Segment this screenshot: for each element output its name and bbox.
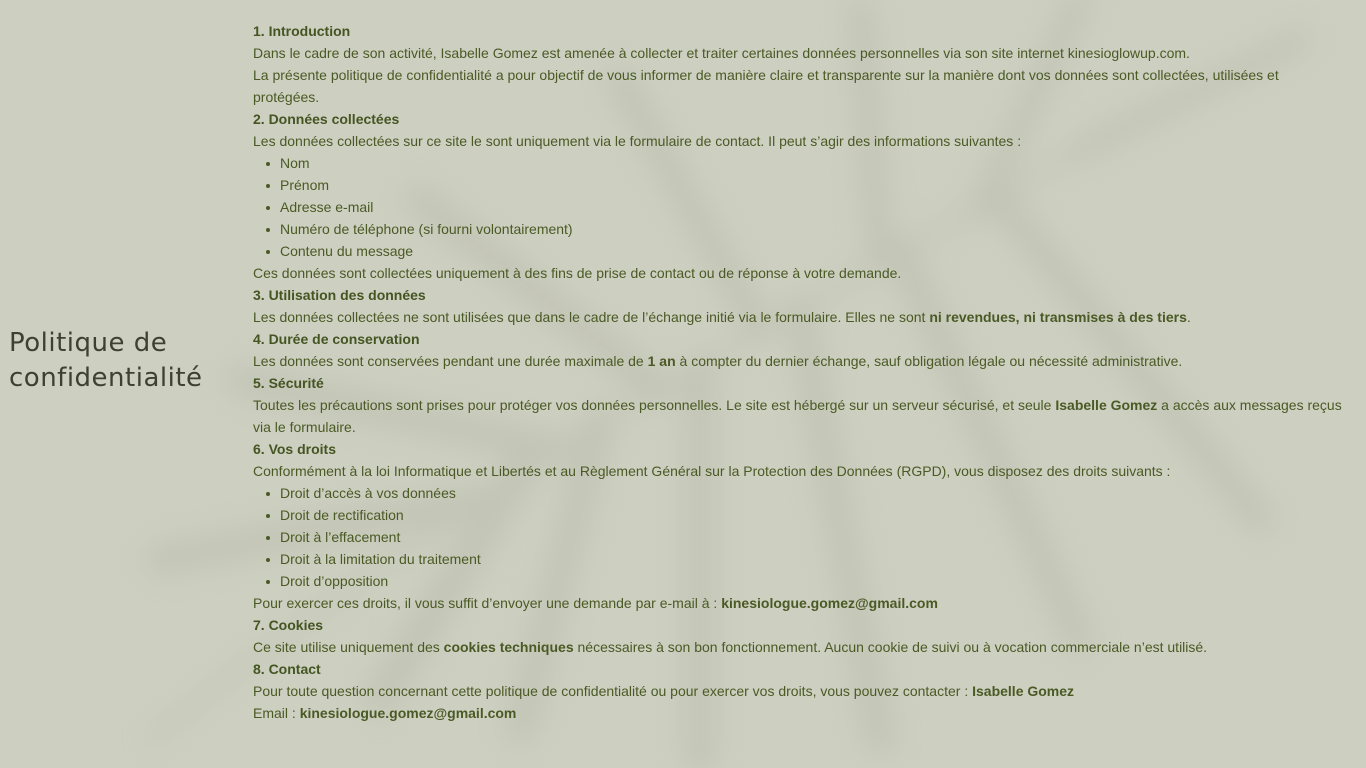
contact-name: Isabelle Gomez — [972, 683, 1075, 699]
section-heading-data-usage: 3. Utilisation des données — [253, 287, 426, 303]
list-item: Adresse e-mail — [280, 196, 1348, 218]
bold-text: 1 an — [647, 353, 676, 369]
page-title — [9, 326, 239, 396]
paragraph — [253, 592, 1348, 614]
section-heading-security: 5. Sécurité — [253, 375, 324, 391]
text: à compter du dernier échange, sauf obligation légale ou nécessité administrative. — [675, 353, 1183, 369]
paragraph: Ces données sont collectées uniquement à des fins de prise de contact ou de réponse à votre demande. — [253, 265, 902, 281]
section-heading-retention: 4. Durée de conservation — [253, 331, 420, 347]
section-heading-collected-data: 2. Données collectées — [253, 111, 400, 127]
contact-email: kinesiologue.gomez@gmail.com — [299, 705, 517, 721]
text: Pour exercer ces droits, il vous suffit d’envoyer une demande par e-mail à : — [253, 595, 722, 611]
page-title-line-2: confidentialité — [9, 363, 203, 393]
list-item: Droit d’accès à vos données — [280, 482, 1348, 504]
text: Les données collectées ne sont utilisées que dans le cadre de l’échange initié via le formulaire. Elles ne sont — [253, 309, 930, 325]
paragraph: Dans le cadre de son activité, Isabelle Gomez est amenée à collecter et traiter certaines données personnelles via son site internet kinesioglowup.com. — [253, 45, 1190, 61]
list-item: Numéro de téléphone (si fourni volontairement) — [280, 218, 1348, 240]
list-item: Droit d’opposition — [280, 570, 1348, 592]
bold-text: ni revendues, ni transmises à des tiers — [929, 309, 1187, 325]
bold-text: cookies techniques — [443, 639, 574, 655]
paragraph — [253, 680, 1348, 702]
paragraph — [253, 306, 1348, 328]
list-item: Droit à l’effacement — [280, 526, 1348, 548]
text: . — [1186, 309, 1191, 325]
paragraph — [253, 394, 1348, 438]
text: nécessaires à son bon fonctionnement. Aucun cookie de suivi ou à vocation commerciale n’est utilisé. — [573, 639, 1208, 655]
text: Pour toute question concernant cette politique de confidentialité ou pour exercer vos droits, vous pouvez contacter : — [253, 683, 973, 699]
paragraph — [253, 350, 1348, 372]
section-heading-your-rights: 6. Vos droits — [253, 441, 336, 457]
paragraph: Les données collectées sur ce site le sont uniquement via le formulaire de contact. Il peut s’agir des informations suivantes : — [253, 133, 1022, 149]
section-heading-contact: 8. Contact — [253, 661, 321, 677]
bold-text: Isabelle Gomez — [1055, 397, 1158, 413]
list-item: Droit à la limitation du traitement — [280, 548, 1348, 570]
text: a accès aux messages reçus via le formulaire. — [253, 397, 1342, 435]
text: Toutes les précautions sont prises pour protéger vos données personnelles. Le site est hébergé sur un serveur sécurisé, et seule — [253, 397, 1056, 413]
collected-data-list — [253, 152, 1348, 262]
section-heading-introduction: 1. Introduction — [253, 23, 351, 39]
page-title-line-1: Politique de — [9, 328, 168, 358]
list-item: Prénom — [280, 174, 1348, 196]
list-item: Contenu du message — [280, 240, 1348, 262]
paragraph: Conformément à la loi Informatique et Libertés et au Règlement Général sur la Protection des Données (RGPD), vous disposez des droits suivants : — [253, 463, 1171, 479]
email-label: Email : — [253, 705, 300, 721]
privacy-policy-content — [253, 20, 1348, 724]
paragraph: La présente politique de confidentialité a pour objectif de vous informer de manière claire et transparente sur la manière dont vos données sont collectées, utilisées et protégées. — [253, 67, 1279, 105]
paragraph — [253, 636, 1348, 658]
contact-email: kinesiologue.gomez@gmail.com — [721, 595, 938, 611]
rights-list — [253, 482, 1348, 592]
text: Ce site utilise uniquement des — [253, 639, 444, 655]
text: Les données sont conservées pendant une durée maximale de — [253, 353, 648, 369]
paragraph — [253, 702, 1348, 724]
section-heading-cookies: 7. Cookies — [253, 617, 324, 633]
list-item: Nom — [280, 152, 1348, 174]
list-item: Droit de rectification — [280, 504, 1348, 526]
